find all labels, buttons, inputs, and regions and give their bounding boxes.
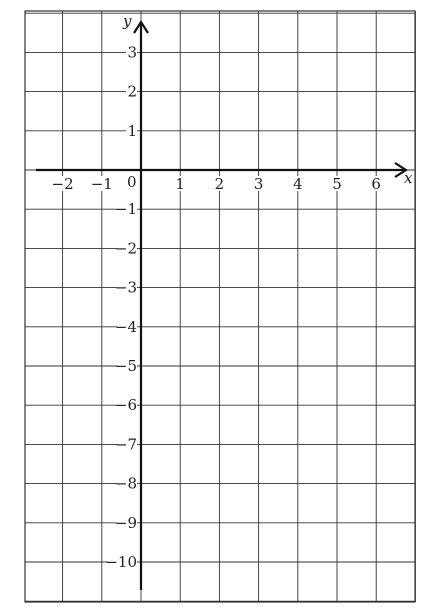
y-tick-label: −4: [114, 317, 137, 336]
grid-border: [25, 11, 415, 602]
y-tick-label: −6: [114, 396, 137, 415]
x-tick-label: 2: [214, 175, 225, 193]
x-tick-label: 5: [332, 175, 342, 193]
y-tick-label: 3: [127, 43, 137, 62]
x-tick-label: −2: [51, 175, 74, 193]
y-tick-label: 1: [127, 121, 137, 140]
tick-labels: [52, 43, 382, 571]
y-tick-label: −1: [114, 200, 137, 219]
y-tick-label: −3: [114, 278, 137, 297]
y-tick-label: −7: [114, 435, 137, 454]
x-tick-label: 3: [253, 175, 264, 193]
grid-lines: [25, 11, 415, 602]
origin-label: 0: [127, 173, 137, 191]
y-axis-label: y: [123, 12, 132, 30]
x-tick-label: −1: [90, 175, 113, 193]
y-tick-label: −8: [114, 474, 137, 493]
y-tick-label: −2: [114, 239, 137, 258]
axes: [36, 22, 406, 590]
x-tick-label: 4: [293, 175, 303, 193]
x-axis-label: x: [404, 169, 413, 187]
y-tick-label: 2: [127, 82, 137, 101]
y-tick-label: −5: [114, 357, 137, 375]
x-tick-label: 1: [175, 175, 185, 193]
y-tick-label: −9: [114, 513, 137, 532]
x-tick-label: 6: [371, 175, 381, 193]
y-tick-label: −10: [105, 553, 137, 571]
